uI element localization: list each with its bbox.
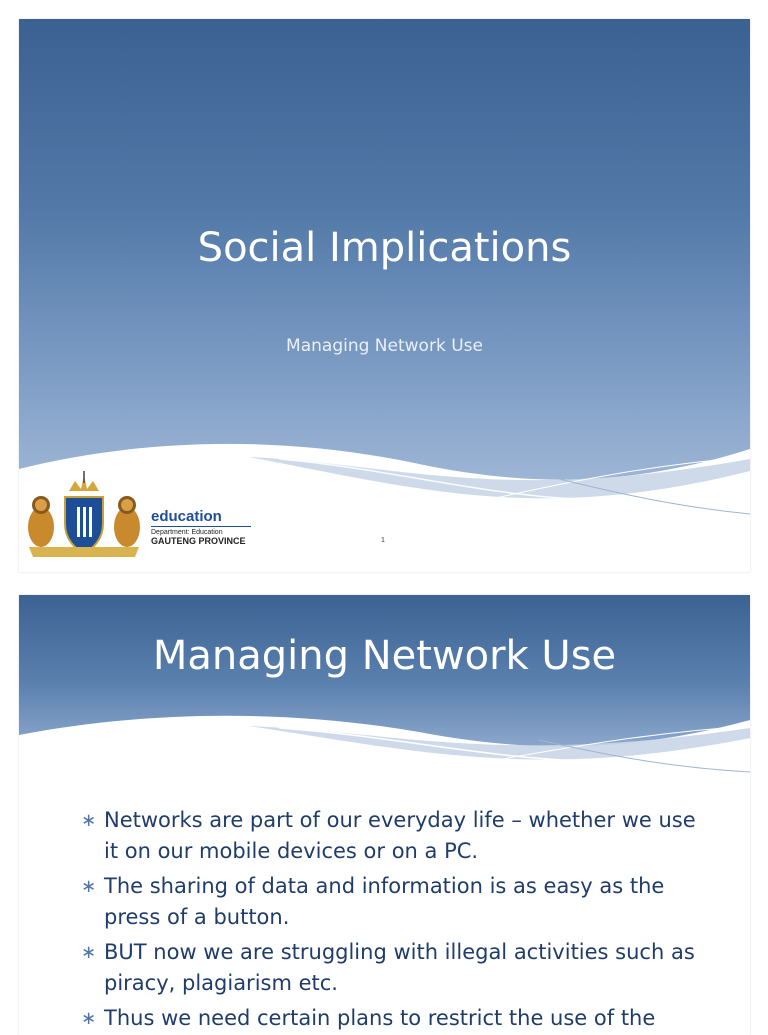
list-item — [81, 805, 701, 867]
slide-title: Managing Network Use — [152, 633, 617, 679]
slide-title: Social Implications — [197, 225, 572, 271]
slide-subtitle: Managing Network Use — [286, 336, 483, 356]
bullet-text: The sharing of data and information is as easy as the press of a button. — [104, 874, 665, 929]
bullet-marker-icon: ∗ — [81, 876, 97, 897]
logo-province: GAUTENG PROVINCE — [151, 536, 246, 546]
bullet-marker-icon: ∗ — [81, 1008, 97, 1029]
left-lion-icon — [28, 496, 54, 547]
logo-brand: education — [151, 508, 251, 527]
bullet-marker-icon: ∗ — [81, 810, 97, 831]
bullet-text: Thus we need certain plans to restrict the use of the — [104, 1006, 656, 1030]
right-lion-icon — [114, 496, 140, 547]
list-item — [81, 1003, 701, 1034]
content-slide — [19, 595, 750, 1035]
wave-decoration — [19, 700, 750, 790]
bullet-marker-icon: ∗ — [81, 942, 97, 963]
logo-department: Department: Education — [151, 529, 223, 536]
bullet-list — [81, 805, 701, 1035]
slide-number: 1 — [381, 537, 385, 544]
education-logo-text — [151, 508, 251, 546]
title-slide — [19, 19, 750, 572]
bullet-text: BUT now we are struggling with illegal activities such as piracy, plagiarism etc. — [104, 940, 695, 995]
bullet-text: Networks are part of our everyday life – whether we use it on our mobile devices or on a PC. — [104, 808, 696, 863]
list-item — [81, 871, 701, 933]
list-item — [81, 937, 701, 999]
